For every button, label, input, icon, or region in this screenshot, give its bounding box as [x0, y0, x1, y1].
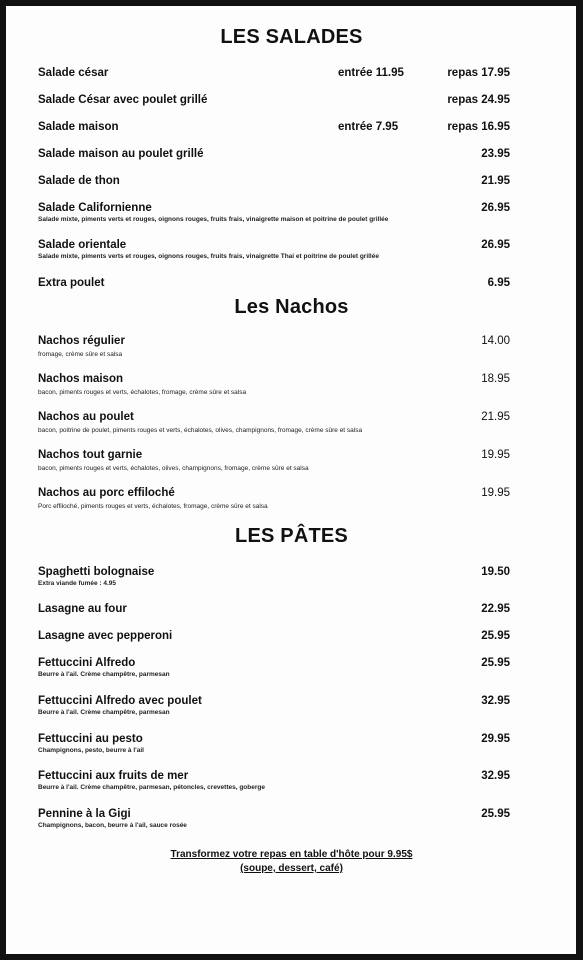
item-name: Lasagne avec pepperoni — [38, 630, 173, 642]
item-price: 32.95 — [481, 695, 510, 707]
item-name: Extra poulet — [38, 277, 105, 289]
menu-page — [6, 6, 576, 954]
item-name: Nachos au poulet — [38, 411, 134, 423]
item-name: Nachos maison — [38, 373, 123, 385]
item-description: Champignons, pesto, beurre à l'ail — [38, 747, 144, 754]
item-price: repas 16.95 — [447, 121, 510, 133]
item-entree-price: entrée 7.95 — [338, 121, 399, 133]
footer-line-1: Transformez votre repas en table d'hôte pour 9.95$ — [170, 849, 413, 860]
item-entree-price: entrée 11.95 — [338, 67, 404, 79]
footer-line-2: (soupe, dessert, café) — [240, 863, 343, 874]
item-description: Salade mixte, piments verts et rouges, oignons rouges, fruits frais, vinaigrette maison et poitrine de poulet grillée — [38, 216, 389, 223]
item-price: 19.95 — [481, 487, 510, 499]
item-description: Beurre à l'ail. Crème champêtre, parmesan — [38, 709, 170, 716]
item-price: 25.95 — [481, 630, 510, 642]
item-price: repas 24.95 — [447, 94, 510, 106]
item-description: fromage, crème sûre et salsa — [38, 351, 123, 358]
item-description: Beurre à l'ail. Crème champêtre, parmesan — [38, 671, 170, 678]
item-price: 25.95 — [481, 657, 510, 669]
item-name: Nachos au porc effiloché — [38, 487, 175, 499]
item-name: Salade maison — [38, 121, 119, 133]
item-name: Fettuccini au pesto — [38, 733, 143, 745]
item-price: 25.95 — [481, 808, 510, 820]
item-name: Fettuccini Alfredo avec poulet — [38, 695, 202, 707]
item-description: Extra viande fumée : 4.95 — [38, 580, 117, 587]
item-name: Salade César avec poulet grillé — [38, 94, 208, 106]
section-title-pates: LES PÂTES — [235, 525, 348, 547]
section-title-salades: LES SALADES — [220, 26, 363, 48]
item-price: 29.95 — [481, 733, 510, 745]
item-description: bacon, piments rouges et verts, échalotes, fromage, crème sûre et salsa — [38, 389, 247, 396]
item-name: Nachos tout garnie — [38, 449, 143, 461]
item-price: 26.95 — [481, 239, 510, 251]
table-dhote-note — [0, 848, 583, 876]
item-price: repas 17.95 — [447, 67, 510, 79]
item-price: 23.95 — [481, 148, 510, 160]
item-price: 26.95 — [481, 202, 510, 214]
item-name: Fettuccini aux fruits de mer — [38, 770, 189, 782]
item-name: Pennine à la Gigi — [38, 808, 131, 820]
item-price: 19.95 — [481, 449, 510, 461]
item-description: bacon, piments rouges et verts, échalotes, olives, champignons, fromage, crème sûre et salsa — [38, 465, 309, 472]
item-price: 14.00 — [481, 335, 510, 347]
item-name: Salade maison au poulet grillé — [38, 148, 204, 160]
item-description: Champignons, bacon, beurre à l'ail, sauce rosée — [38, 822, 187, 829]
item-price: 32.95 — [481, 770, 510, 782]
item-description: Beurre à l'ail. Crème champêtre, parmesan, pétoncles, crevettes, goberge — [38, 784, 265, 791]
item-price: 21.95 — [481, 411, 510, 423]
item-name: Salade de thon — [38, 175, 120, 187]
section-title-nachos: Les Nachos — [234, 296, 349, 318]
item-name: Fettuccini Alfredo — [38, 657, 136, 669]
item-name: Salade orientale — [38, 239, 127, 251]
item-price: 21.95 — [481, 175, 510, 187]
item-price: 22.95 — [481, 603, 510, 615]
item-price: 19.50 — [481, 566, 510, 578]
item-description: bacon, poitrine de poulet, piments rouges et verts, échalotes, olives, champignons, fromage, crème sûre et salsa — [38, 427, 363, 434]
item-price: 18.95 — [481, 373, 510, 385]
item-name: Salade Californienne — [38, 202, 152, 214]
item-description: Salade mixte, piments verts et rouges, oignons rouges, fruits frais, vinaigrette Thai et poitrine de poulet grillée — [38, 253, 379, 260]
item-description: Porc effiloché, piments rouges et verts, échalotes, fromage, crème sûre et salsa — [38, 503, 268, 510]
item-name: Nachos régulier — [38, 335, 125, 347]
item-price: 6.95 — [487, 277, 510, 289]
item-name: Spaghetti bolognaise — [38, 566, 155, 578]
item-name: Salade césar — [38, 67, 109, 79]
item-name: Lasagne au four — [38, 603, 127, 615]
